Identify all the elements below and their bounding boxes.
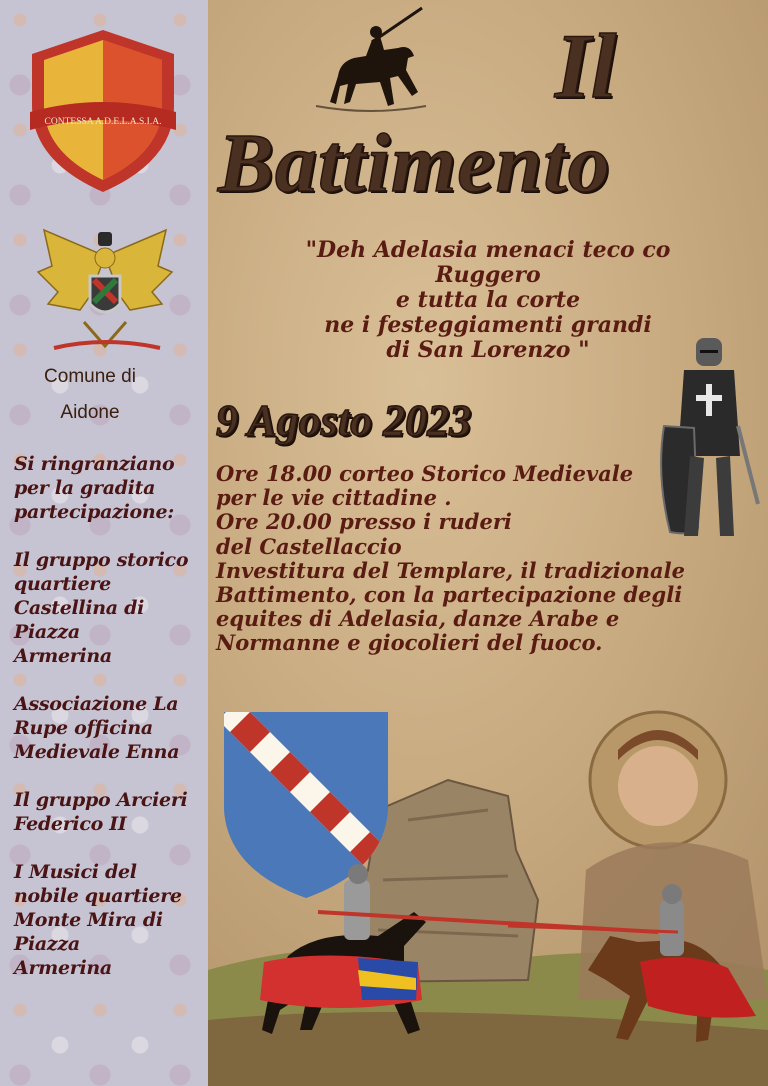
- quote-line: ne i festeggiamenti grandi: [324, 312, 652, 338]
- knight-horse-silhouette-icon: [310, 6, 430, 118]
- eagle-coat-of-arms-icon: [34, 226, 176, 362]
- thanks-line: per la gradita: [14, 477, 156, 499]
- thanks-line: Si ringranziano: [14, 453, 175, 475]
- quote-line: Ruggero: [435, 262, 541, 288]
- program-line: Ore 20.00 presso i ruderi: [216, 509, 512, 535]
- thanks-spacer: [14, 836, 208, 860]
- thanks-line: Associazione La: [14, 693, 179, 715]
- thanks-line: Armerina: [14, 645, 112, 667]
- program-line: Investitura del Templare, il tradizionale: [216, 557, 685, 583]
- title-battimento: Battimento: [218, 117, 611, 210]
- thanks-line: Monte Mira di: [14, 909, 163, 931]
- event-date: 9 Agosto 2023: [216, 396, 472, 445]
- quote-line: di San Lorenzo ": [386, 337, 590, 363]
- thanks-spacer: [14, 764, 208, 788]
- logo-text: CONTESSA A.D.E.L.A.S.I.A.: [44, 117, 162, 127]
- title-il: Il: [555, 15, 617, 117]
- thanks-line: quartiere: [14, 573, 111, 595]
- thanks-line: Piazza: [14, 933, 80, 955]
- thanks-line: Armerina: [14, 957, 112, 979]
- program-line: del Castellaccio: [216, 533, 402, 559]
- program-block: [216, 462, 736, 656]
- thanks-line: Il gruppo Arcieri: [14, 789, 188, 811]
- thanks-spacer: [14, 668, 208, 692]
- program-line: per le vie cittadine .: [216, 485, 452, 511]
- quote-line: e tutta la corte: [395, 287, 581, 313]
- thanks-line: partecipazione:: [14, 501, 174, 523]
- program-line: Ore 18.00 corteo Storico Medievale: [216, 461, 634, 486]
- thanks-line: nobile quartiere: [14, 885, 182, 907]
- thanks-line: Medievale Enna: [14, 741, 180, 763]
- thanks-line: Piazza: [14, 621, 80, 643]
- jousting-scene-illustration: [208, 700, 768, 1086]
- thanks-line: Il gruppo storico: [14, 549, 189, 571]
- thanks-line: I Musici del: [14, 861, 137, 883]
- sidebar-tapestry: [0, 0, 208, 1086]
- program-line: equites di Adelasia, danze Arabe e: [216, 606, 620, 632]
- comune-line2: Aidone: [60, 402, 120, 423]
- program-line: Normanne e giocolieri del fuoco.: [216, 630, 603, 656]
- quote-line: "Deh Adelasia menaci teco co: [305, 237, 671, 263]
- contessa-shield-logo: [28, 26, 178, 196]
- thanks-spacer: [14, 524, 208, 548]
- program-line: Battimento, con la partecipazione degli: [216, 582, 683, 608]
- quote-block: [268, 238, 708, 363]
- thanks-list: [14, 452, 208, 980]
- thanks-line: Federico II: [14, 813, 127, 835]
- comune-line1: Comune di: [44, 366, 136, 387]
- thanks-line: Rupe officina: [14, 717, 153, 739]
- thanks-line: Castellina di: [14, 597, 144, 619]
